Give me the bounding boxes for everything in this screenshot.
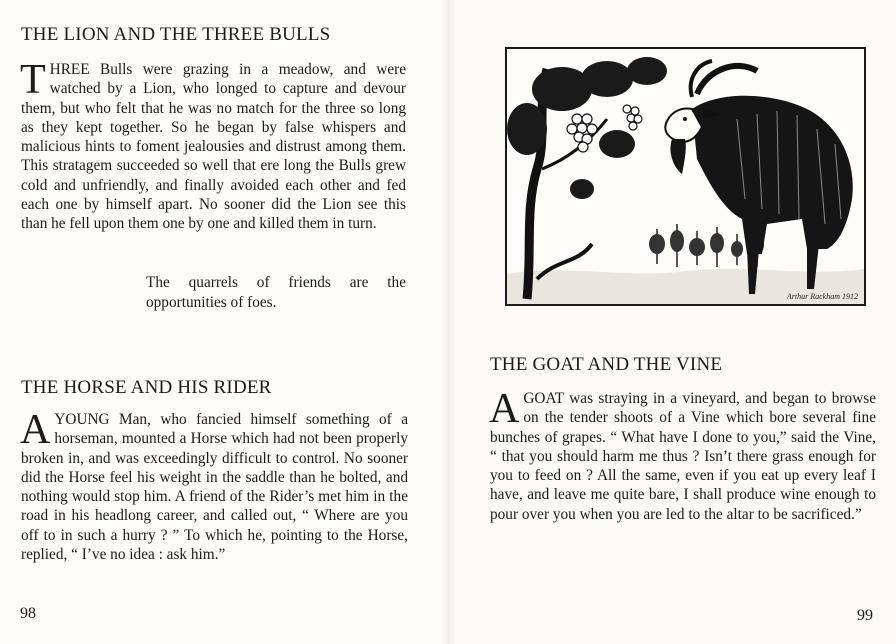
goat-and-vine-illustration [505,47,866,306]
story-text-horse: YOUNG Man, who fancied himself something of a horseman, mounted a Horse which had not been properly broken in, and was exceedingly difficult to control. No sooner did the Horse feel his weight in the saddle than he bolted, and nothing would stop him. A friend of the Rider’s met him in the road in his headlong career, and called out, “ Where are you off to in such a hurry ? ” To which he, pointing to the Horse, replied, “ I’ve no idea : ask him.” [21,411,408,564]
goat [665,61,852,294]
book-gutter [440,0,456,644]
story-text-lion: HREE Bulls were grazing in a meadow, and were watched by a Lion, who longed to capture and devour them, but who felt that he was no match for the three so long as they kept together. So he began by false whispers and malicious hints to foment jealousies and distrust among them. This stratagem succeeded so well that ere long the Bulls grew cold and unfriendly, and finally avoided each other and fed each one by himself apart. No sooner did the Lion see this than he fell upon them one by one and killed them in turn. [21,61,406,233]
dropcap-a-goat: A [489,386,520,432]
dropcap-t: T [20,57,46,103]
story-text-goat: GOAT was straying in a vineyard, and began to browse on the tender shoots of a Vine which bore several fine bunches of grapes. “ What have I done to you,” said the Vine, “ that you should harm me thus ? Isn’t there grass enough for you to feed on ? All the same, even if you eat up every leaf I have, and leave me quite bare, I shall produce wine enough to pour over you when you are led to the altar to be sacrificed.” [490,390,876,523]
artist-signature: Arthur Rackham 1912 [786,292,858,301]
dropcap-a-horse: A [20,407,51,453]
story-body-horse [20,407,408,564]
story-body-goat [489,386,876,524]
story-title-goat: THE GOAT AND THE VINE [490,354,723,375]
story-body-lion [20,57,406,234]
moral-lion: The quarrels of friends are the opportunities of foes. [146,274,406,311]
story-title-horse: THE HORSE AND HIS RIDER [21,377,272,398]
illustration-art [507,49,864,304]
story-title-lion: THE LION AND THE THREE BULLS [21,24,331,45]
page-number-right: 99 [857,607,873,624]
page-number-left: 98 [20,605,36,622]
